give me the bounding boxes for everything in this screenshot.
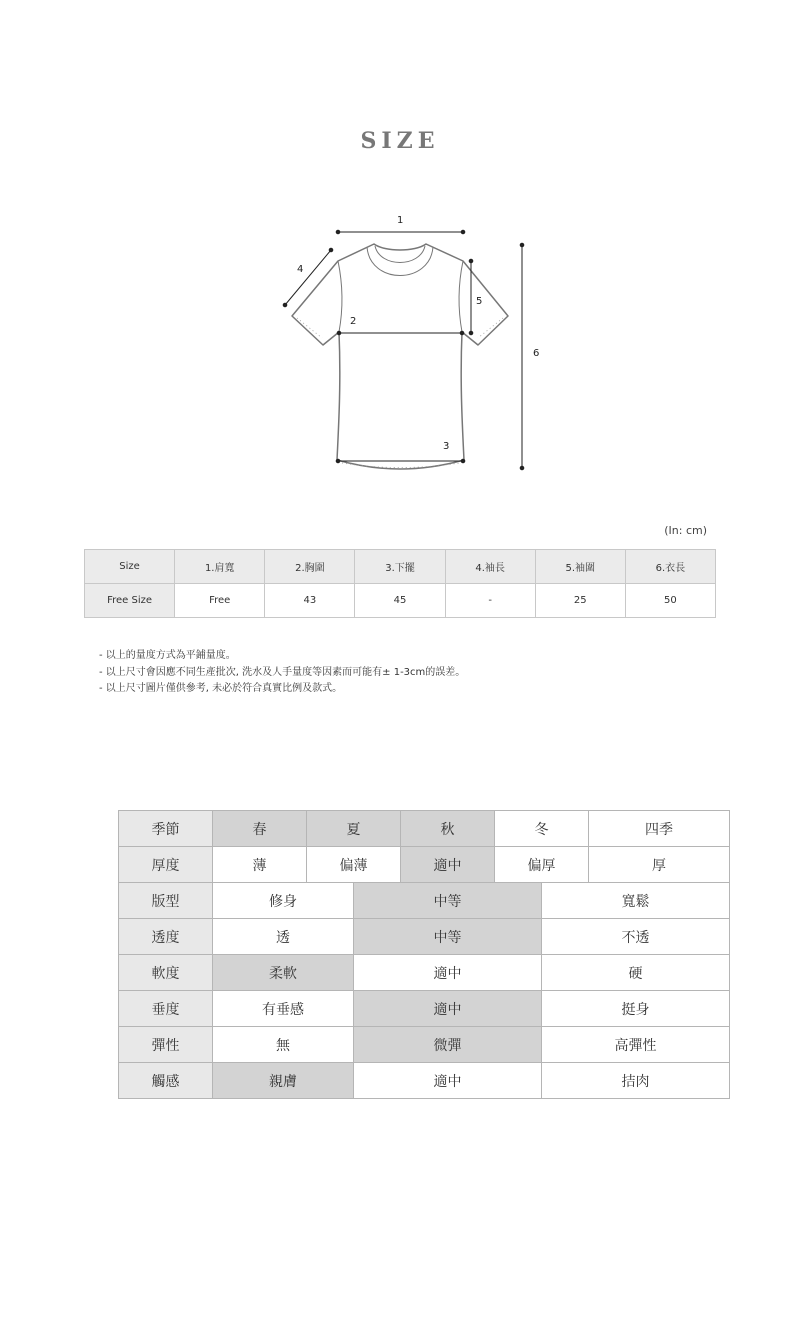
fabric-label: 季節 xyxy=(119,811,213,847)
size-cell: Free xyxy=(175,584,265,618)
fabric-row-drape xyxy=(119,991,730,1027)
fabric-label: 彈性 xyxy=(119,1027,213,1063)
fabric-option: 中等 xyxy=(354,919,542,955)
diagram-label-1: 1 xyxy=(397,215,404,226)
size-table xyxy=(84,549,716,618)
fabric-option: 拮肉 xyxy=(542,1063,730,1099)
tshirt-diagram xyxy=(0,0,800,500)
fabric-option: 硬 xyxy=(542,955,730,991)
fabric-option: 適中 xyxy=(354,1063,542,1099)
fabric-option: 冬 xyxy=(495,811,589,847)
fabric-row-season xyxy=(119,811,730,847)
fabric-option: 無 xyxy=(213,1027,354,1063)
fabric-label: 透度 xyxy=(119,919,213,955)
size-cell: 43 xyxy=(265,584,355,618)
diagram-label-3: 3 xyxy=(443,441,450,452)
tshirt-armhole-left xyxy=(338,261,342,332)
size-cell: 50 xyxy=(625,584,715,618)
fabric-row-touch xyxy=(119,1063,730,1099)
fabric-option: 修身 xyxy=(213,883,354,919)
fabric-row-fit xyxy=(119,883,730,919)
measurement-notes xyxy=(99,648,465,698)
fabric-label: 垂度 xyxy=(119,991,213,1027)
size-cell: - xyxy=(445,584,535,618)
fabric-option: 四季 xyxy=(589,811,730,847)
size-header-cell: 5.袖圍 xyxy=(535,550,625,584)
sleeve-hem-right xyxy=(478,318,503,338)
fabric-option: 偏厚 xyxy=(495,847,589,883)
note-line: - 以上尺寸圖片僅供參考, 未必於符合真實比例及款式。 xyxy=(99,683,343,694)
size-header-cell: 2.胸圍 xyxy=(265,550,355,584)
page-title: SIZE xyxy=(360,128,440,154)
size-header-cell: 4.袖長 xyxy=(445,550,535,584)
fabric-properties-table xyxy=(118,810,730,1099)
diagram-label-5: 5 xyxy=(476,296,483,307)
size-cell: 25 xyxy=(535,584,625,618)
size-cell: 45 xyxy=(355,584,445,618)
fabric-label: 觸感 xyxy=(119,1063,213,1099)
unit-label: (In: cm) xyxy=(664,524,707,537)
fabric-option: 不透 xyxy=(542,919,730,955)
diagram-label-2: 2 xyxy=(350,316,357,327)
size-header-cell: 1.肩寬 xyxy=(175,550,265,584)
fabric-label: 軟度 xyxy=(119,955,213,991)
fabric-option: 高彈性 xyxy=(542,1027,730,1063)
size-header-cell: 3.下擺 xyxy=(355,550,445,584)
fabric-option: 親膚 xyxy=(213,1063,354,1099)
tshirt-outline xyxy=(292,244,508,469)
fabric-option: 夏 xyxy=(307,811,401,847)
diagram-label-4: 4 xyxy=(297,264,304,275)
fabric-label: 版型 xyxy=(119,883,213,919)
fabric-label: 厚度 xyxy=(119,847,213,883)
fabric-row-softness xyxy=(119,955,730,991)
fabric-row-thickness xyxy=(119,847,730,883)
fabric-option: 適中 xyxy=(354,991,542,1027)
fabric-option: 適中 xyxy=(401,847,495,883)
size-table-row xyxy=(85,584,716,618)
sleeve-hem-left xyxy=(297,318,322,338)
fabric-option: 柔軟 xyxy=(213,955,354,991)
diagram-label-6: 6 xyxy=(533,348,540,359)
fabric-option: 春 xyxy=(213,811,307,847)
fabric-option: 寬鬆 xyxy=(542,883,730,919)
note-line: - 以上的量度方式為平鋪量度。 xyxy=(99,650,236,661)
fabric-option: 透 xyxy=(213,919,354,955)
size-table-header-row xyxy=(85,550,716,584)
fabric-option: 厚 xyxy=(589,847,730,883)
fabric-option: 秋 xyxy=(401,811,495,847)
fabric-option: 挺身 xyxy=(542,991,730,1027)
note-line: - 以上尺寸會因應不同生產批次, 洗水及人手量度等因素而可能有± 1-3cm的誤差。 xyxy=(99,666,466,678)
size-cell: Free Size xyxy=(85,584,175,618)
fabric-row-transparency xyxy=(119,919,730,955)
fabric-option: 中等 xyxy=(354,883,542,919)
fabric-option: 偏薄 xyxy=(307,847,401,883)
fabric-option: 適中 xyxy=(354,955,542,991)
fabric-option: 有垂感 xyxy=(213,991,354,1027)
fabric-option: 微彈 xyxy=(354,1027,542,1063)
size-header-cell: 6.衣長 xyxy=(625,550,715,584)
tshirt-armhole-right xyxy=(459,261,463,332)
fabric-option: 薄 xyxy=(213,847,307,883)
fabric-row-elasticity xyxy=(119,1027,730,1063)
size-header-cell: Size xyxy=(85,550,175,584)
